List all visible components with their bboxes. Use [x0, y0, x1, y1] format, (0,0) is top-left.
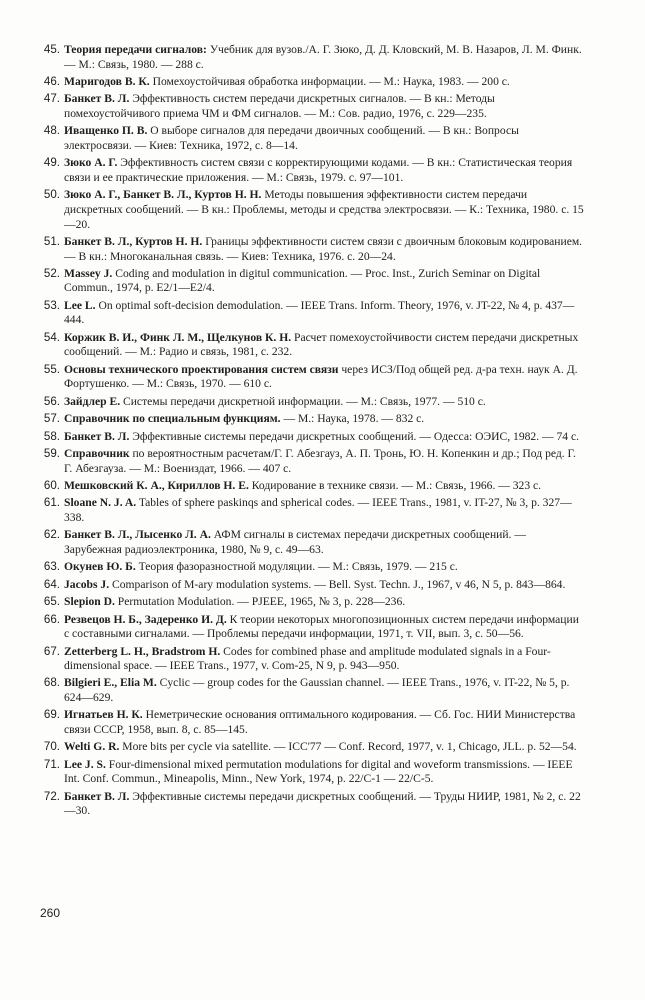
reference-author: Massey J. — [64, 266, 113, 280]
reference-number: 59. — [43, 447, 60, 460]
reference-text: Неметрические основания оптимального кодирования. — Сб. Гос. НИИ Министерства связи СССР, 1958, вып. 8, с. 85—145. — [64, 708, 576, 737]
reference-author: Иващенко П. В. — [64, 124, 148, 138]
reference-text: Эффективность систем связи с корректирующими кодами. — В кн.: Статистическая теория связи и ее практические приложения. — М.: Связь, 1979. с. 97—101. — [64, 156, 573, 184]
reference-text: Эффективность систем передачи дискретных сигналов. — В кн.: Методы помехоустойчивого приема ЧМ и ФМ сигналов. — М.: Сов. радио, 1976, с. 229—235. — [64, 92, 495, 120]
reference-number: 61. — [43, 496, 60, 510]
reference-list — [36, 43, 586, 822]
reference-item — [36, 75, 586, 90]
reference-number: 62. — [43, 528, 60, 542]
reference-item — [36, 645, 586, 674]
reference-item — [36, 595, 586, 610]
reference-number: 63. — [43, 560, 60, 574]
reference-author: Зюко А. Г. — [64, 156, 118, 170]
reference-number: 48. — [43, 124, 60, 138]
reference-author: Зюко А. Г., Банкет В. Л., Куртов Н. Н. — [64, 188, 262, 202]
reference-author: Банкет В. Л., Лысенко Л. А. — [64, 528, 211, 542]
reference-text: Four-dimensional mixed permutation modulations for digital and woveform transmissions. — IEEE Int. Conf. Commun., Mineapolis, Minn., New York, 1974, p. 22/C-1 — 22/C-5. — [64, 757, 573, 786]
reference-text: Теория фазоразностной модуляции. — М.: Связь, 1979. — 215 с. — [135, 560, 458, 574]
reference-number: 71. — [43, 757, 60, 771]
reference-text: К теории некоторых многопозиционных систем передачи информации с составными сигналами. — Проблемы передачи информации, 1971, т. VII, вып. 3, с. 50—56. — [64, 612, 579, 641]
reference-item — [36, 708, 586, 737]
reference-number: 57. — [43, 412, 60, 426]
reference-number: 66. — [43, 612, 60, 626]
reference-author: Окунев Ю. Б. — [64, 560, 136, 574]
reference-item — [36, 528, 586, 557]
reference-item — [36, 188, 586, 232]
reference-author: Welti G. R. — [64, 740, 120, 754]
reference-author: Bilgieri E., Elia M. — [64, 676, 157, 690]
reference-number: 51. — [43, 234, 60, 248]
reference-number: 52. — [43, 266, 60, 280]
reference-number: 72. — [43, 789, 60, 803]
reference-number: 50. — [43, 188, 60, 202]
reference-text: Codes for combined phase and amplitude modulated signals in a Four-dimensional space. — IEEE Trans., 1977, v. Com-25, N 9, p. 943—950. — [64, 644, 551, 673]
reference-text: Учебник для вузов./А. Г. Зюко, Д. Д. Кловский, М. В. Назаров, Л. М. Финк. — М.: Связь, 1980. — 288 с. — [64, 43, 582, 71]
reference-text: Эффективные системы передачи дискретных сообщений. — Труды НИИР, 1981, № 2, с. 22—30. — [64, 789, 581, 818]
reference-number: 53. — [43, 298, 60, 312]
reference-number: 70. — [43, 740, 60, 754]
reference-author: Резвецов Н. Б., Задеренко И. Д. — [64, 612, 227, 626]
reference-author: Sloane N. J. A. — [64, 496, 137, 510]
reference-author: Lee L. — [64, 298, 96, 312]
reference-author: Мешковский К. А., Кириллов Н. Е. — [64, 478, 249, 492]
reference-author: Банкет В. Л. — [64, 429, 130, 443]
reference-text: Расчет помехоустойчивости систем передачи дискретных сообщений. — М.: Радио и связь, 1981, с. 232. — [64, 330, 579, 359]
reference-item — [36, 331, 586, 360]
reference-item — [36, 235, 586, 264]
reference-number: 65. — [43, 595, 60, 609]
reference-text: по вероятностным расчетам/Г. Г. Абезгауз, А. П. Тронь, Ю. Н. Копенкин и др.; Под ред. Г. Г. Абезгауза. — М.: Воениздат, 1966. — 407 с. — [64, 447, 576, 475]
reference-number: 49. — [43, 156, 60, 170]
reference-text: Помехоустойчивая обработка информации. — М.: Наука, 1983. — 200 с. — [149, 74, 510, 88]
reference-text: АФМ сигналы в системах передачи дискретных сообщений. — Зарубежная радиоэлектроника, 1980, № 9, с. 49—63. — [64, 528, 526, 556]
reference-number: 60. — [43, 478, 60, 492]
reference-number: 55. — [43, 362, 60, 376]
reference-text: Методы повышения эффективности систем передачи дискретных сообщений. — В кн.: Проблемы, методы и средства электросвязи. — К.: Техника, 1980. с. 15—20. — [64, 188, 584, 231]
reference-author: Банкет В. Л. — [64, 789, 130, 803]
reference-item — [36, 267, 586, 296]
reference-author: Lee J. S. — [64, 757, 106, 771]
reference-author: Маригодов В. К. — [64, 74, 150, 88]
reference-text: More bits per cycle via satellite. — ICC'77 — Conf. Record, 1977, v. 1, Chicago, JLL. p. 52—54. — [119, 740, 577, 754]
reference-number: 64. — [43, 577, 60, 591]
reference-text: Comparison of M-ary modulation systems. — Bell. Syst. Techn. J., 1967, v 46, N 5, p. 843—864. — [109, 577, 566, 591]
reference-item — [36, 790, 586, 819]
reference-item — [36, 740, 586, 755]
reference-author: Справочник по специальным функциям. — [64, 412, 281, 426]
reference-item — [36, 496, 586, 525]
reference-item — [36, 560, 586, 575]
reference-number: 45. — [43, 43, 60, 56]
reference-text: — М.: Наука, 1978. — 832 с. — [280, 412, 425, 426]
reference-number: 68. — [43, 676, 60, 690]
reference-item — [36, 676, 586, 705]
reference-item — [36, 479, 586, 494]
reference-author: Теория передачи сигналов: — [64, 43, 207, 56]
reference-item — [36, 412, 586, 427]
reference-text: Cyclic — group codes for the Gaussian channel. — IEEE Trans., 1976, v. IT-22, № 5, p. 624—629. — [64, 676, 570, 705]
reference-text: On optimal soft-decision demodulation. — IEEE Trans. Inform. Theory, 1976, v. JT-22, № 4, p. 437—444. — [64, 298, 575, 327]
reference-number: 47. — [43, 92, 60, 106]
reference-text: Границы эффективности систем связи с двоичным блоковым кодированием. — В кн.: Многоканальная связь. — Киев: Техника, 1976. с. 20—24. — [64, 234, 583, 263]
page-number: 260 — [40, 906, 61, 920]
reference-text: Coding and modulation in digitul communication. — Proc. Inst., Zurich Seminar on Digital Commun., 1974, p. E2/1—E2/4. — [64, 266, 541, 295]
reference-author: Jacobs J. — [64, 577, 110, 591]
reference-item — [36, 156, 586, 185]
reference-author: Справочник — [64, 447, 130, 460]
reference-number: 46. — [43, 74, 60, 88]
reference-author: Банкет В. Л., Куртов Н. Н. — [64, 234, 203, 248]
reference-item — [36, 92, 586, 121]
reference-text: Permutation Modulation. — PJEEE, 1965, № 3, p. 228—236. — [114, 595, 406, 609]
reference-author: Игнатьев Н. К. — [64, 708, 143, 722]
reference-item — [36, 299, 586, 328]
reference-author: Zetterberg L. H., Bradstrom H. — [64, 644, 221, 658]
reference-item — [36, 447, 586, 476]
reference-author: Зайдлер Е. — [64, 394, 121, 408]
reference-author: Коржик В. И., Финк Л. М., Щелкунов К. Н. — [64, 330, 292, 344]
reference-item — [36, 430, 586, 445]
reference-author: Банкет В. Л. — [64, 92, 130, 106]
reference-number: 69. — [43, 708, 60, 722]
reference-text: Эффективные системы передачи дискретных сообщений. — Одесса: ОЭИС, 1982. — 74 с. — [129, 429, 580, 443]
reference-item — [36, 758, 586, 787]
reference-text: Кодирование в технике связи. — М.: Связь, 1966. — 323 с. — [248, 478, 542, 492]
reference-text: О выборе сигналов для передачи двоичных сообщений. — В кн.: Вопросы электросвязи. — Киев: Техника, 1972, с. 8—14. — [64, 124, 519, 152]
reference-item — [36, 363, 586, 392]
reference-author: Slepion D. — [64, 595, 115, 609]
reference-item — [36, 124, 586, 153]
reference-number: 67. — [43, 644, 60, 658]
reference-number: 54. — [43, 330, 60, 344]
reference-text: Системы передачи дискретной информации. — М.: Связь, 1977. — 510 с. — [120, 394, 486, 408]
reference-text: Tables of sphere paskinqs and spherical codes. — IEEE Trans., 1981, v. IT-27, № 3, p. 327—338. — [64, 496, 572, 524]
reference-item — [36, 395, 586, 410]
reference-item — [36, 43, 586, 72]
reference-number: 56. — [43, 394, 60, 408]
reference-item — [36, 613, 586, 642]
reference-author: Основы технического проектирования систем связи — [64, 362, 339, 376]
reference-text: через ИСЗ/Под общей ред. д-ра техн. наук А. Д. Фортушенко. — М.: Связь, 1970. — 610 с. — [64, 362, 578, 391]
reference-item — [36, 578, 586, 593]
reference-number: 58. — [43, 429, 60, 443]
